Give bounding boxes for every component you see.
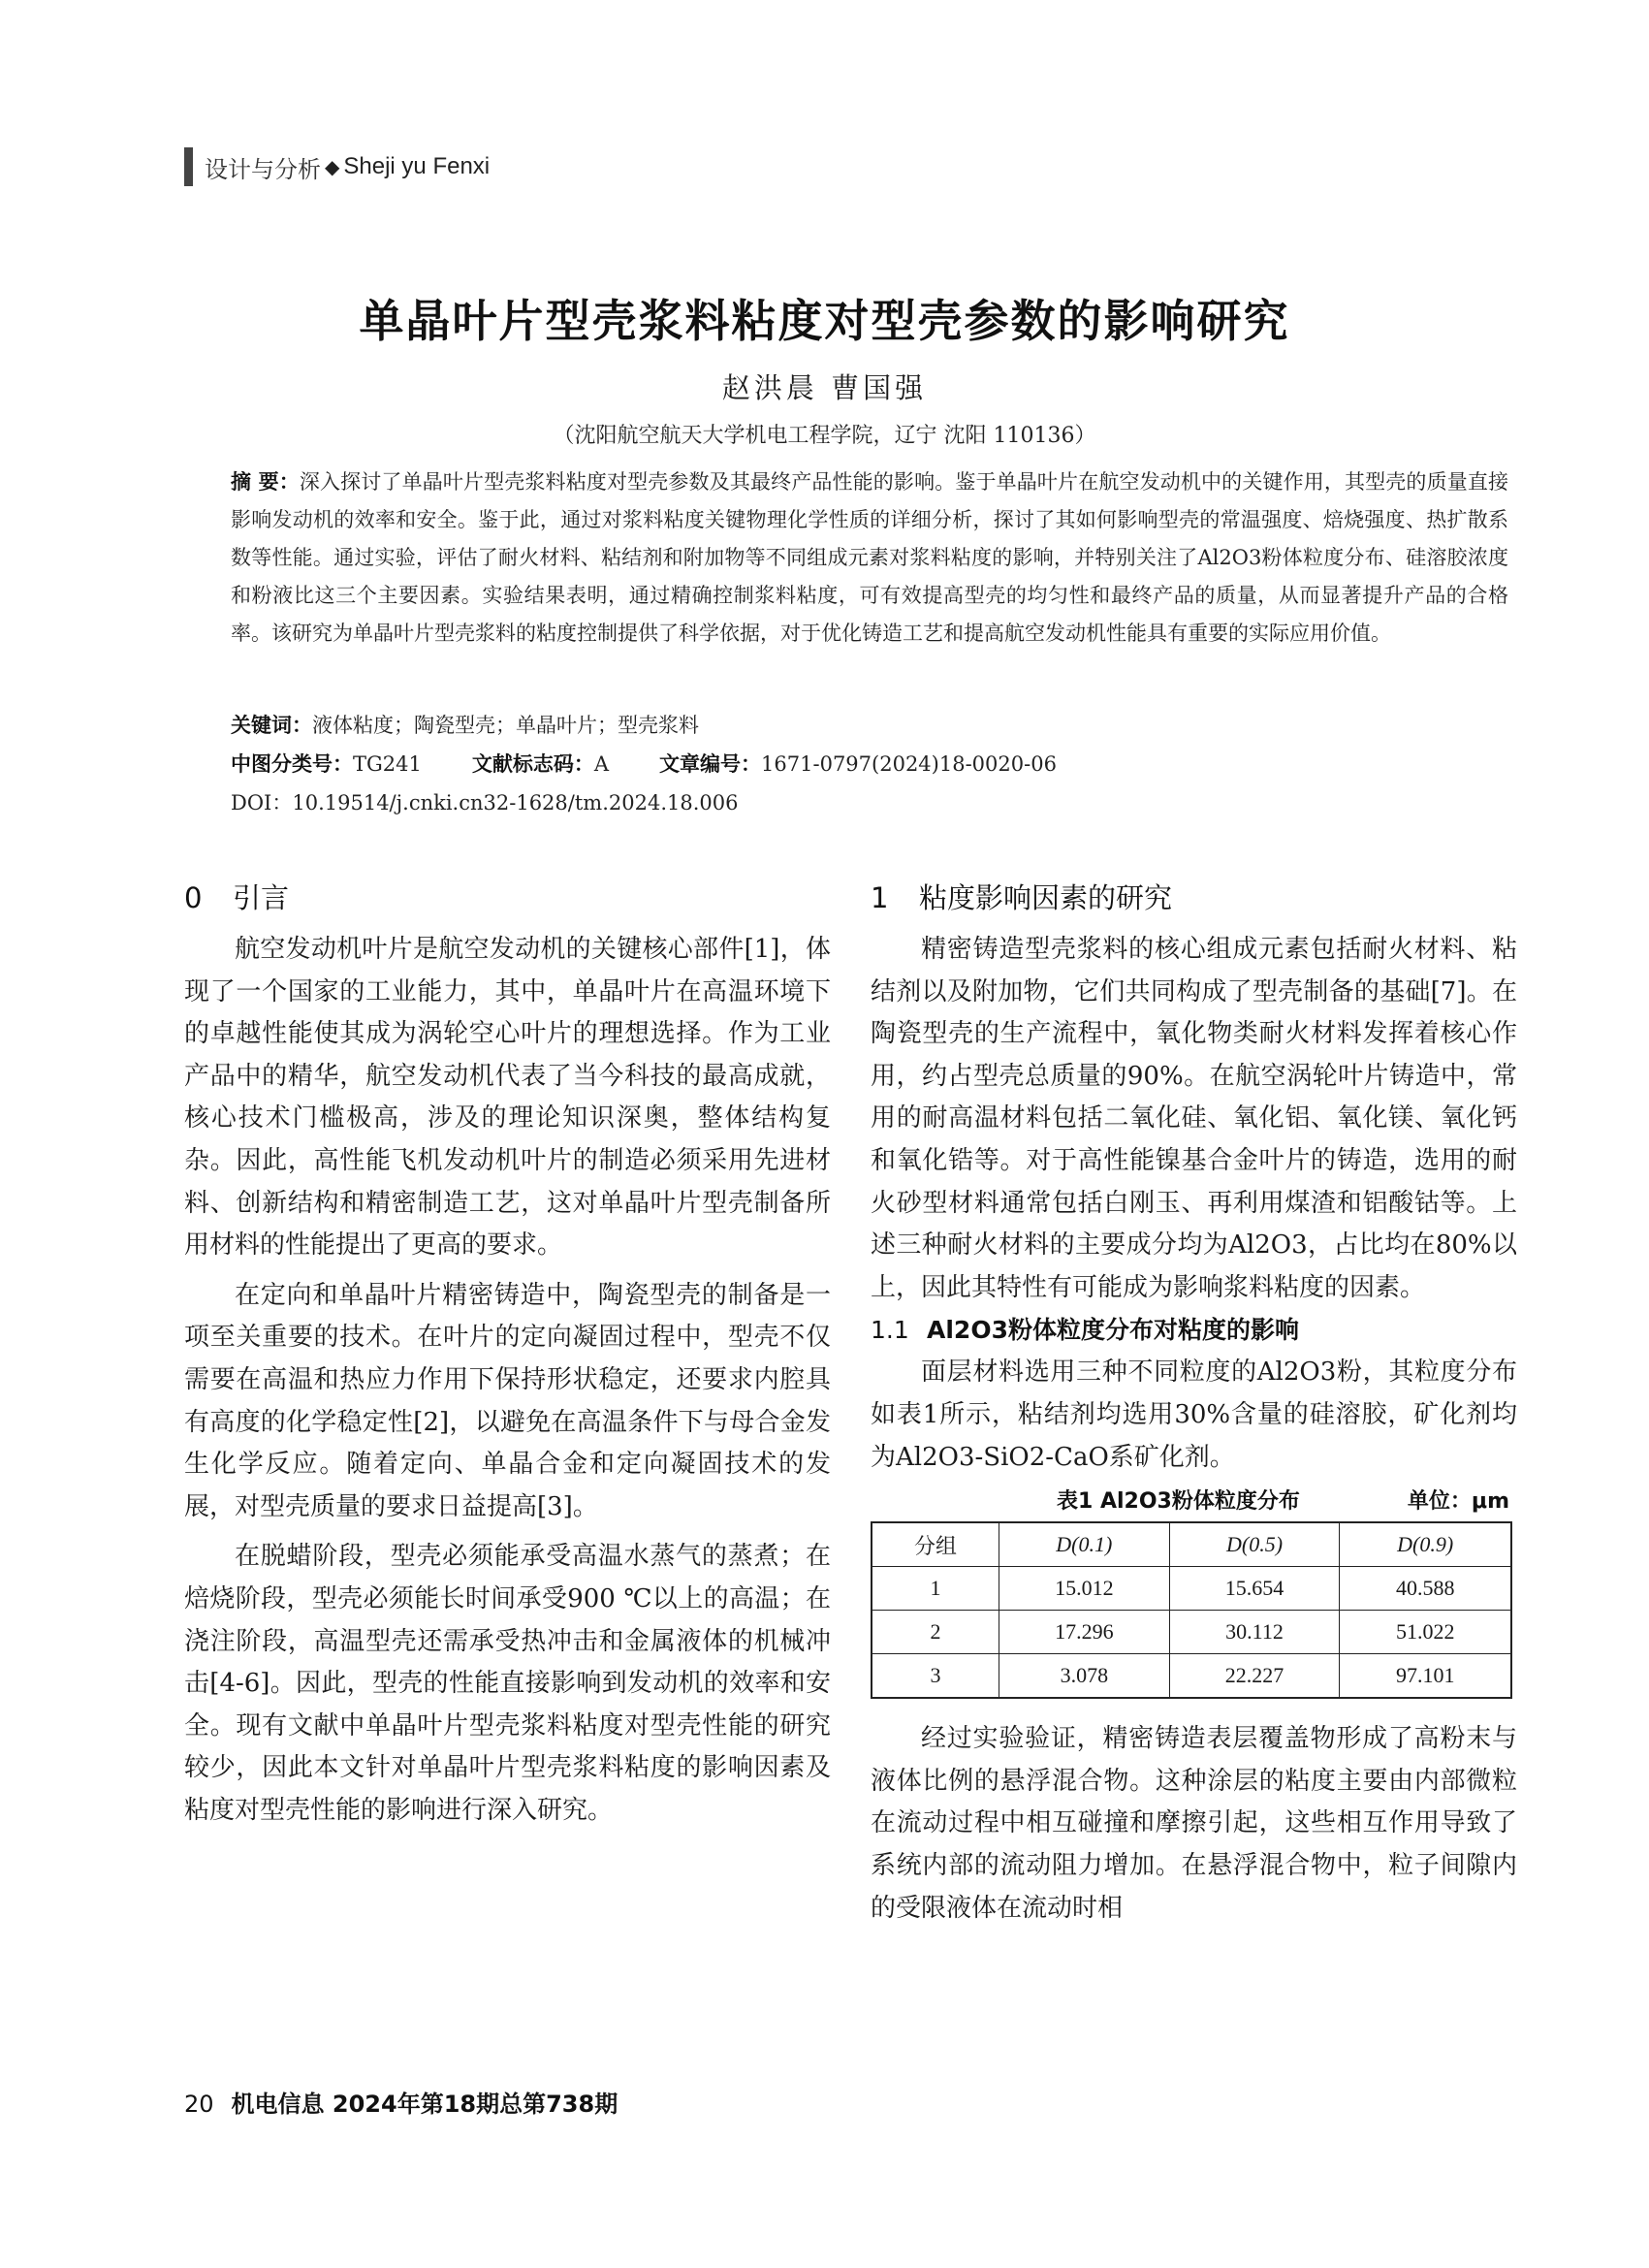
page-number: 20 [184, 2091, 214, 2118]
table-cell: 97.101 [1340, 1654, 1511, 1699]
header-pinyin: Sheji yu Fenxi [343, 153, 491, 179]
paragraph: 航空发动机叶片是航空发动机的关键核心部件[1]，体现了一个国家的工业能力，其中，单晶叶片在高温环境下的卓越性能使其成为涡轮空心叶片的理想选择。作为工业产品中的精华，航空发动机代表了当今科技的最高成就，核心技术门槛极高，涉及的理论知识深奥，整体结构复杂。因此，高性能飞机发动机叶片的制造必须采用先进材料、创新结构和精密制造工艺，这对单晶叶片型壳制备所用材料的性能提出了更高的要求。 [184, 935, 831, 1261]
paragraph: 面层材料选用三种不同粒度的Al2O3粉，其粒度分布如表1所示，粘结剂均选用30%含量的硅溶胶，矿化剂均为Al2O3-SiO2-CaO系矿化剂。 [871, 1358, 1517, 1472]
table-row [872, 1654, 1511, 1699]
table-row [872, 1567, 1511, 1611]
data-table [871, 1521, 1512, 1699]
table-unit: 单位：μm [1407, 1489, 1509, 1515]
page-footer [184, 2085, 618, 2119]
paragraph: 在脱蜡阶段，型壳必须能承受高温水蒸气的蒸煮；在焙烧阶段，型壳必须能长时间承受900 ℃以上的高温；在浇注阶段，高温型壳还需承受热冲击和金属液体的机械冲击[4-6]。因此，型壳的性能直接影响到发动机的效率和安全。现有文献中单晶叶片型壳浆料粘度对型壳性能的研究较少，因此本文针对单晶叶片型壳浆料粘度的影响因素及粘度对型壳性能的影响进行深入研究。 [184, 1542, 831, 1825]
table-cell: 22.227 [1169, 1654, 1340, 1699]
table-cell: 1 [872, 1567, 999, 1611]
table-header: 分组 [872, 1522, 999, 1567]
table-cell: 15.654 [1169, 1567, 1340, 1611]
table-header: D(0.1) [999, 1522, 1169, 1567]
authors: 赵洪晨 曹国强 [721, 371, 928, 404]
keywords-text: 液体粘度；陶瓷型壳；单晶叶片；型壳浆料 [312, 714, 699, 737]
paragraph: 在定向和单晶叶片精密铸造中，陶瓷型壳的制备是一项至关重要的技术。在叶片的定向凝固过程中，型壳不仅需要在高温和热应力作用下保持形状稳定，还要求内腔具有高度的化学稳定性[2]，以避免在高温条件下与母合金发生化学反应。随着定向、单晶合金和定向凝固技术的发展，对型壳质量的要求日益提高[3]。 [184, 1280, 831, 1521]
right-column [871, 875, 1517, 1937]
clc-value: TG241 [353, 752, 422, 776]
abstract-label: 摘 要： [231, 470, 300, 494]
article-no-label: 文章编号： [659, 752, 762, 776]
article-no-value: 1671-0797(2024)18-0020-06 [761, 752, 1057, 776]
table-cell: 15.012 [999, 1567, 1169, 1611]
table-header: D(0.5) [1169, 1522, 1340, 1567]
table-row [872, 1611, 1511, 1654]
paragraph: 精密铸造型壳浆料的核心组成元素包括耐火材料、粘结剂以及附加物，它们共同构成了型壳制备的基础[7]。在陶瓷型壳的生产流程中，氧化物类耐火材料发挥着核心作用，约占型壳总质量的90%。在航空涡轮叶片铸造中，常用的耐高温材料包括二氧化硅、氧化铝、氧化镁、氧化钙和氧化锆等。对于高性能镍基合金叶片的铸造，选用的耐火砂型材料通常包括白刚玉、再利用煤渣和铝酸钴等。上述三种耐火材料的主要成分均为Al2O3，占比均在80%以上，因此其特性有可能成为影响浆料粘度的因素。 [871, 935, 1517, 1302]
table-cell: 51.022 [1340, 1611, 1511, 1654]
clc-label: 中图分类号： [231, 752, 353, 776]
paragraph: 经过实验验证，精密铸造表层覆盖物形成了高粉末与液体比例的悬浮混合物。这种涂层的粘度主要由内部微粒在流动过程中相互碰撞和摩擦引起，这些相互作用导致了系统内部的流动阻力增加。在悬浮混合物中，粒子间隙内的受限液体在流动时相 [871, 1724, 1517, 1923]
table-header: D(0.9) [1340, 1522, 1511, 1567]
abstract [231, 463, 1508, 653]
header-bar [184, 147, 193, 186]
section-heading-1: 1 粘度影响因素的研究 [871, 881, 1173, 914]
table-cell: 30.112 [1169, 1611, 1340, 1654]
doi [231, 787, 738, 816]
doi-value: 10.19514/j.cnki.cn32-1628/tm.2024.18.006 [292, 791, 739, 815]
table-cell: 17.296 [999, 1611, 1169, 1654]
abstract-text: 深入探讨了单晶叶片型壳浆料粘度对型壳参数及其最终产品性能的影响。鉴于单晶叶片在航空发动机中的关键作用，其型壳的质量直接影响发动机的效率和安全。鉴于此，通过对浆料粘度关键物理化学性质的详细分析，探讨了其如何影响型壳的常温强度、焙烧强度、热扩散系数等性能。通过实验，评估了耐火材料、粘结剂和附加物等不同组成元素对浆料粘度的影响，并特别关注了Al2O3粉体粒度分布、硅溶胶浓度和粉液比这三个主要因素。实验结果表明，通过精确控制浆料粘度，可有效提高型壳的均匀性和最终产品的质量，从而显著提升产品的合格率。该研究为单晶叶片型壳浆料的粘度控制提供了科学依据，对于优化铸造工艺和提高航空发动机性能具有重要的实际应用价值。 [231, 470, 1508, 645]
affiliation: （沈阳航空航天大学机电工程学院，辽宁 沈阳 110136） [553, 424, 1096, 448]
subsection-heading: 1.1 Al2O3粉体粒度分布对粘度的影响 [871, 1316, 1299, 1345]
keywords [231, 710, 699, 739]
doc-code-label: 文献标志码： [471, 752, 594, 776]
table-caption [871, 1483, 1517, 1521]
classification [231, 749, 1057, 778]
table-cell: 2 [872, 1611, 999, 1654]
table-header-row [872, 1522, 1511, 1567]
table-cell: 3.078 [999, 1654, 1169, 1699]
paper-title: 单晶叶片型壳浆料粘度对型壳参数的影响研究 [359, 295, 1290, 347]
running-header [184, 147, 490, 186]
table-title: 表1 Al2O3粉体粒度分布 [1057, 1489, 1300, 1515]
doi-label: DOI： [231, 791, 293, 815]
journal-issue: 机电信息 2024年第18期总第738期 [231, 2091, 618, 2118]
table-cell: 40.588 [1340, 1567, 1511, 1611]
left-column [184, 875, 831, 1839]
table-cell: 3 [872, 1654, 999, 1699]
keywords-label: 关键词： [231, 714, 312, 737]
section-heading-0: 0 引言 [184, 881, 290, 914]
header-section: 设计与分析 [205, 155, 321, 183]
doc-code-value: A [593, 752, 610, 776]
diamond-icon: ◆ [325, 155, 340, 178]
